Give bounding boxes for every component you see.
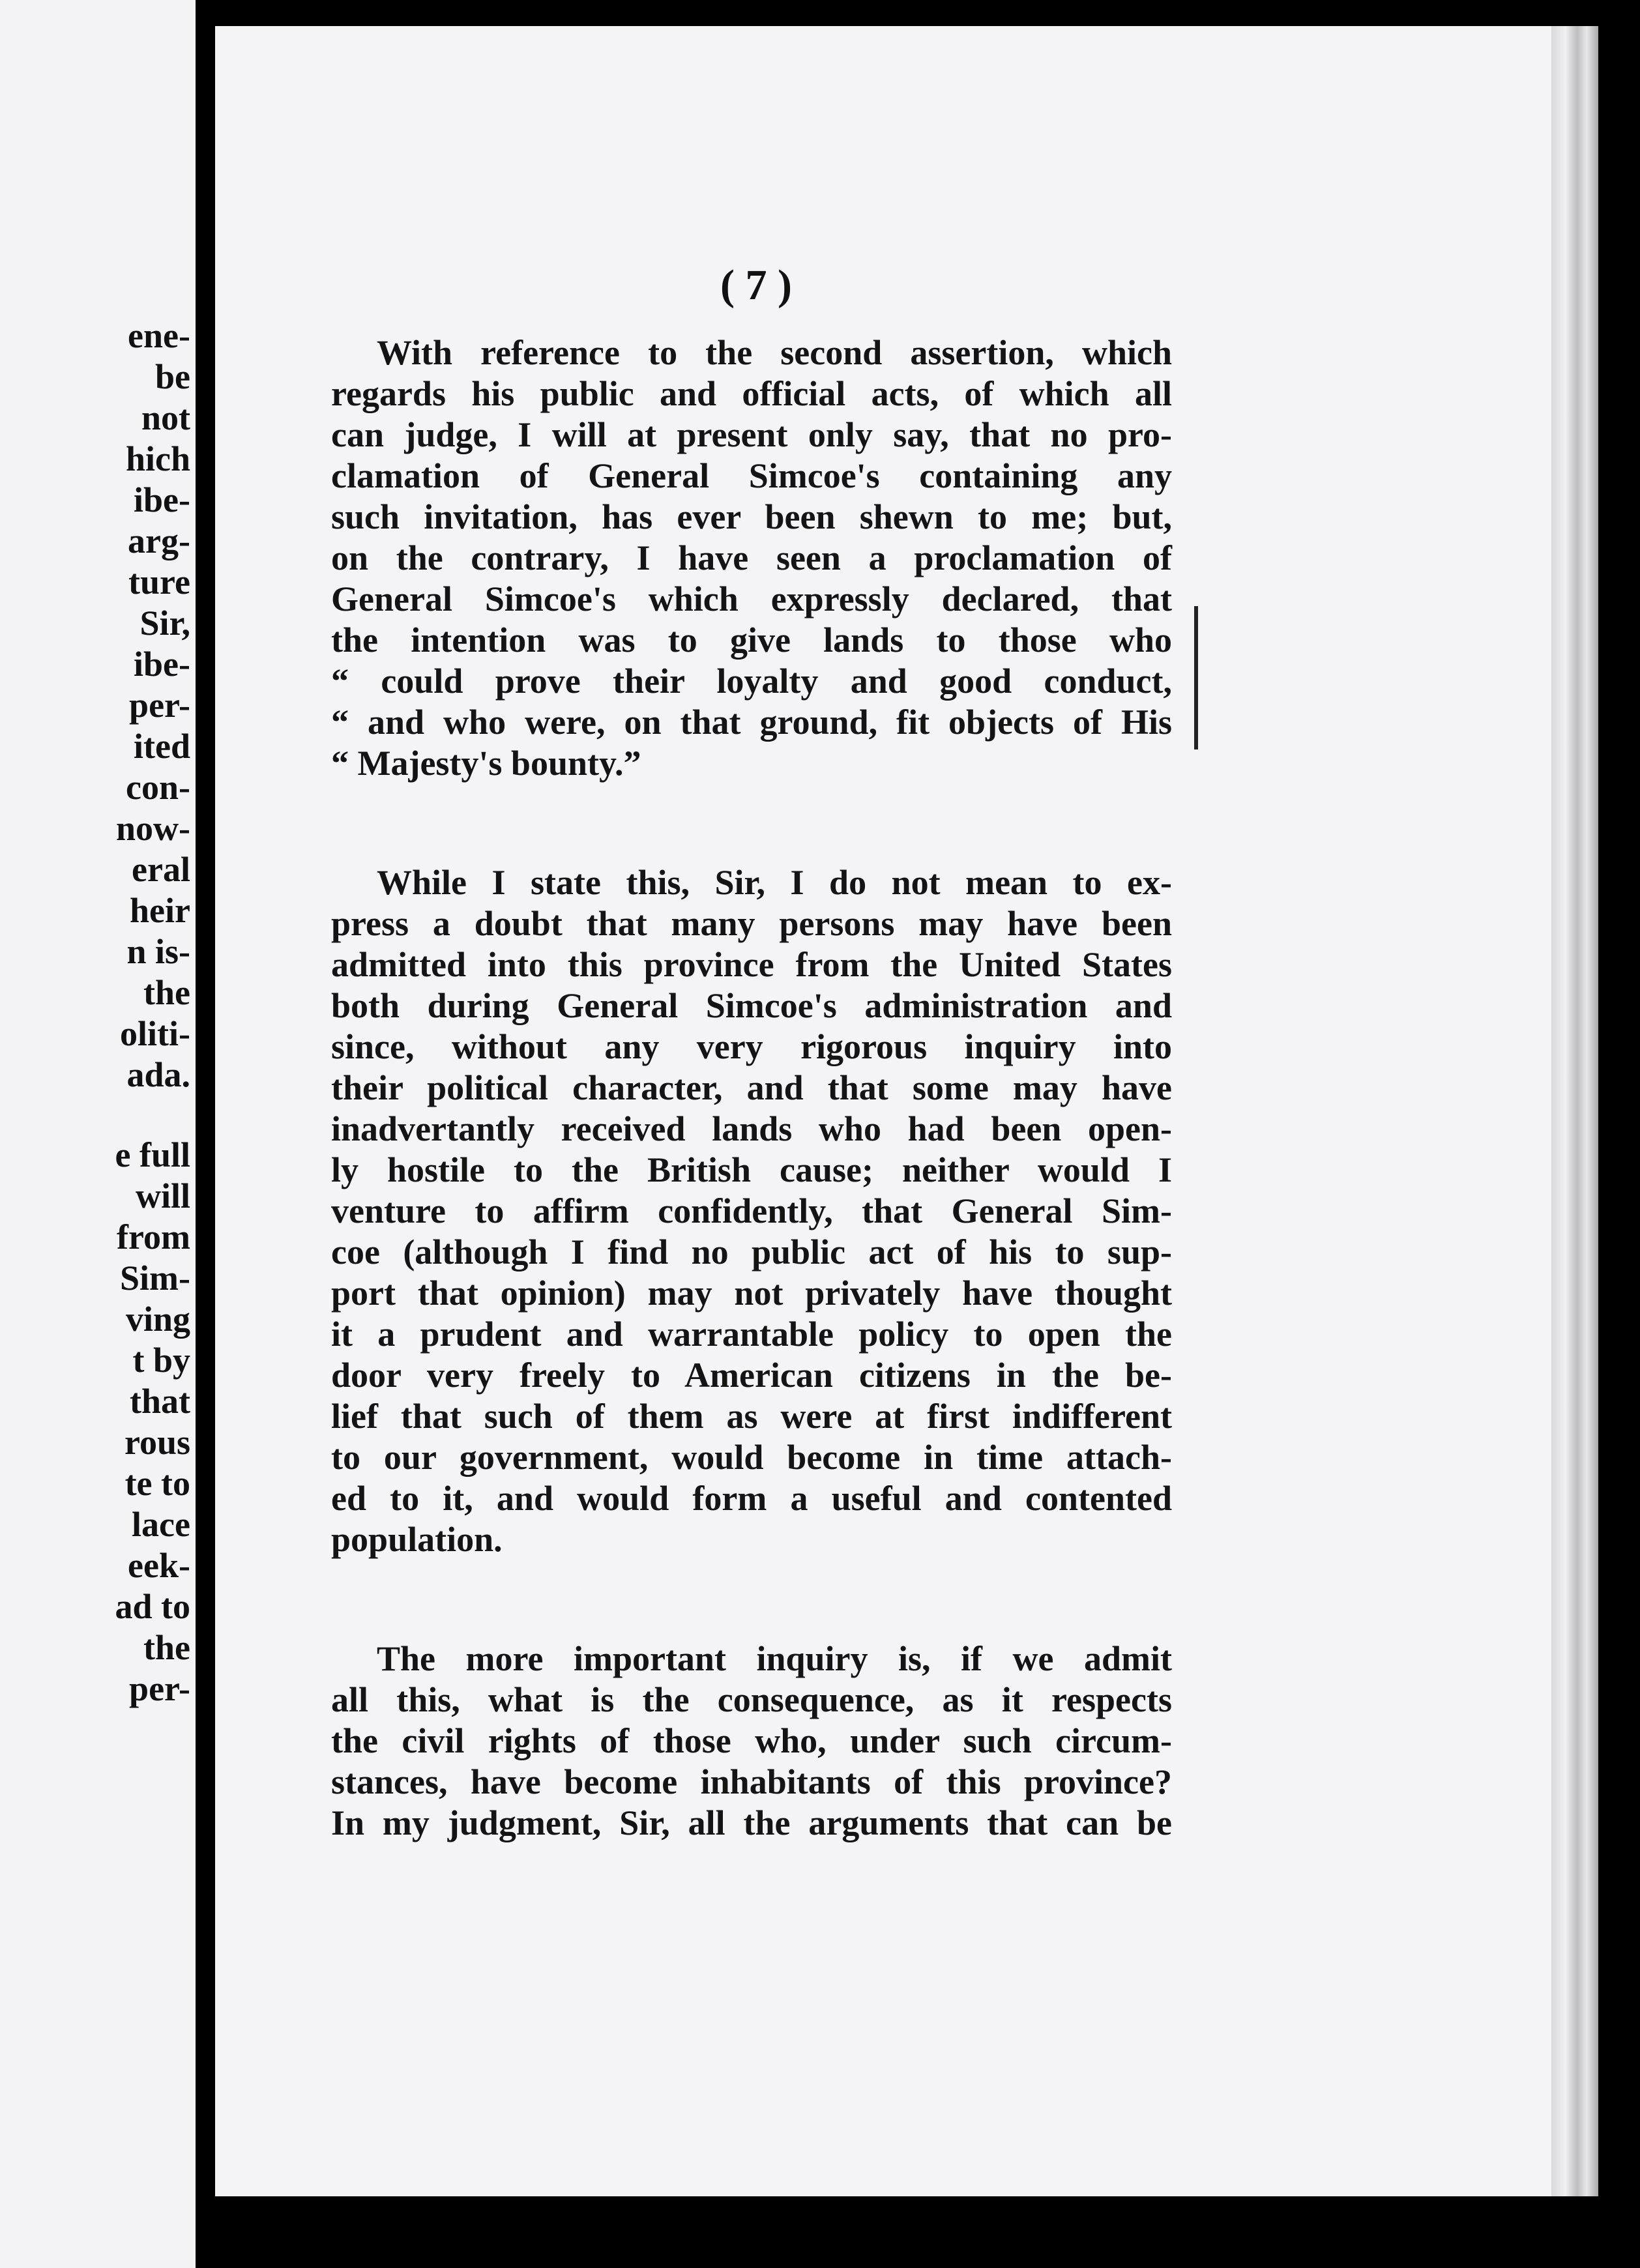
left-fragment: n is-: [126, 932, 190, 971]
left-fragment: ad to: [115, 1587, 190, 1626]
text-line: admitted into this province from the United States: [331, 945, 1172, 984]
margin-bracket-mark: [1194, 606, 1198, 749]
text-line: ed to it, and would form a useful and contented: [331, 1479, 1172, 1518]
text-line: coe (although I find no public act of his to sup-: [331, 1232, 1172, 1272]
left-fragment: heir: [130, 891, 190, 930]
left-fragment: rous: [124, 1423, 190, 1462]
text-line: lief that such of them as were at first indifferent: [331, 1397, 1172, 1436]
text-line: since, without any very rigorous inquiry into: [331, 1027, 1172, 1066]
left-fragment: Sim-: [120, 1258, 190, 1298]
left-fragment: ibe-: [134, 645, 190, 684]
text-line: the intention was to give lands to those who: [331, 620, 1172, 660]
left-fragment: ving: [125, 1300, 190, 1339]
text-line: press a doubt that many persons may have been: [331, 904, 1172, 943]
left-fragment: ibe-: [134, 480, 190, 519]
page-edge: [1551, 26, 1598, 2196]
text-line: it a prudent and warrantable policy to open the: [331, 1315, 1172, 1354]
text-line: ly hostile to the British cause; neither would I: [331, 1150, 1172, 1189]
text-line: In my judgment, Sir, all the arguments that can be: [331, 1803, 1172, 1842]
text-line: venture to affirm confidently, that General Sim-: [331, 1191, 1172, 1230]
text-line: both during General Simcoe's administration and: [331, 986, 1172, 1025]
left-fragment: Sir,: [139, 603, 190, 643]
left-fragment: per-: [129, 1669, 190, 1708]
left-fragment: ture: [128, 562, 190, 602]
left-fragment: from: [117, 1217, 190, 1257]
text-line: General Simcoe's which expressly declared, that: [331, 579, 1172, 618]
left-fragment: eek-: [128, 1546, 190, 1585]
text-line: “ could prove their loyalty and good conduct,: [331, 662, 1172, 701]
left-fragment: ited: [134, 727, 190, 766]
left-fragment: hich: [125, 439, 190, 478]
text-line: “ Majesty's bounty.”: [331, 744, 641, 783]
text-line: can judge, I will at present only say, that no pro-: [331, 415, 1172, 454]
text-line: port that opinion) may not privately have thought: [331, 1273, 1172, 1313]
left-fragment: the: [143, 973, 190, 1012]
left-fragment: t by: [132, 1341, 190, 1380]
left-fragment: lace: [132, 1505, 190, 1544]
page-gutter: [196, 0, 215, 2268]
body-text: [331, 332, 1172, 1844]
left-page-fragment: [0, 0, 196, 2268]
text-line: clamation of General Simcoe's containing any: [331, 456, 1172, 495]
text-line: their political character, and that some may have: [331, 1068, 1172, 1107]
text-line: While I state this, Sir, I do not mean to ex-: [377, 863, 1172, 902]
text-line: With reference to the second assertion, which: [377, 333, 1172, 372]
left-fragment: eral: [132, 850, 190, 889]
text-line: “ and who were, on that ground, fit objects of His: [331, 703, 1172, 742]
left-fragment: per-: [129, 686, 190, 725]
left-fragment: be: [155, 357, 190, 396]
text-line: regards his public and official acts, of which all: [331, 374, 1172, 413]
page-number: ( 7 ): [720, 261, 792, 309]
text-line: stances, have become inhabitants of this province?: [331, 1762, 1172, 1801]
paragraph: [331, 332, 1172, 784]
left-fragment: con-: [126, 768, 190, 807]
left-fragment: will: [135, 1176, 190, 1215]
text-line: population.: [331, 1520, 503, 1559]
left-fragment: that: [130, 1382, 190, 1421]
left-fragment: e full: [115, 1135, 190, 1174]
text-line: to our government, would become in time attach-: [331, 1438, 1172, 1477]
left-fragment: oliti-: [120, 1014, 190, 1053]
text-line: all this, what is the consequence, as it respects: [331, 1680, 1172, 1719]
left-fragment: now-: [115, 809, 190, 848]
left-fragment: the: [143, 1628, 190, 1667]
left-fragment: arg-: [128, 521, 190, 560]
scan-border: [1598, 0, 1640, 2268]
left-fragment: ene-: [128, 316, 190, 355]
text-line: inadvertantly received lands who had been open-: [331, 1109, 1172, 1148]
text-line: the civil rights of those who, under such circum-: [331, 1721, 1172, 1760]
left-fragment: not: [141, 398, 190, 437]
left-fragment: ada.: [126, 1055, 190, 1094]
left-fragment: te to: [124, 1464, 190, 1503]
text-line: door very freely to American citizens in the be-: [331, 1356, 1172, 1395]
paragraph: [331, 862, 1172, 1560]
paragraph: [331, 1638, 1172, 1844]
text-line: such invitation, has ever been shewn to me; but,: [331, 497, 1172, 536]
text-line: on the contrary, I have seen a proclamation of: [331, 538, 1172, 577]
text-line: The more important inquiry is, if we admit: [377, 1639, 1172, 1678]
